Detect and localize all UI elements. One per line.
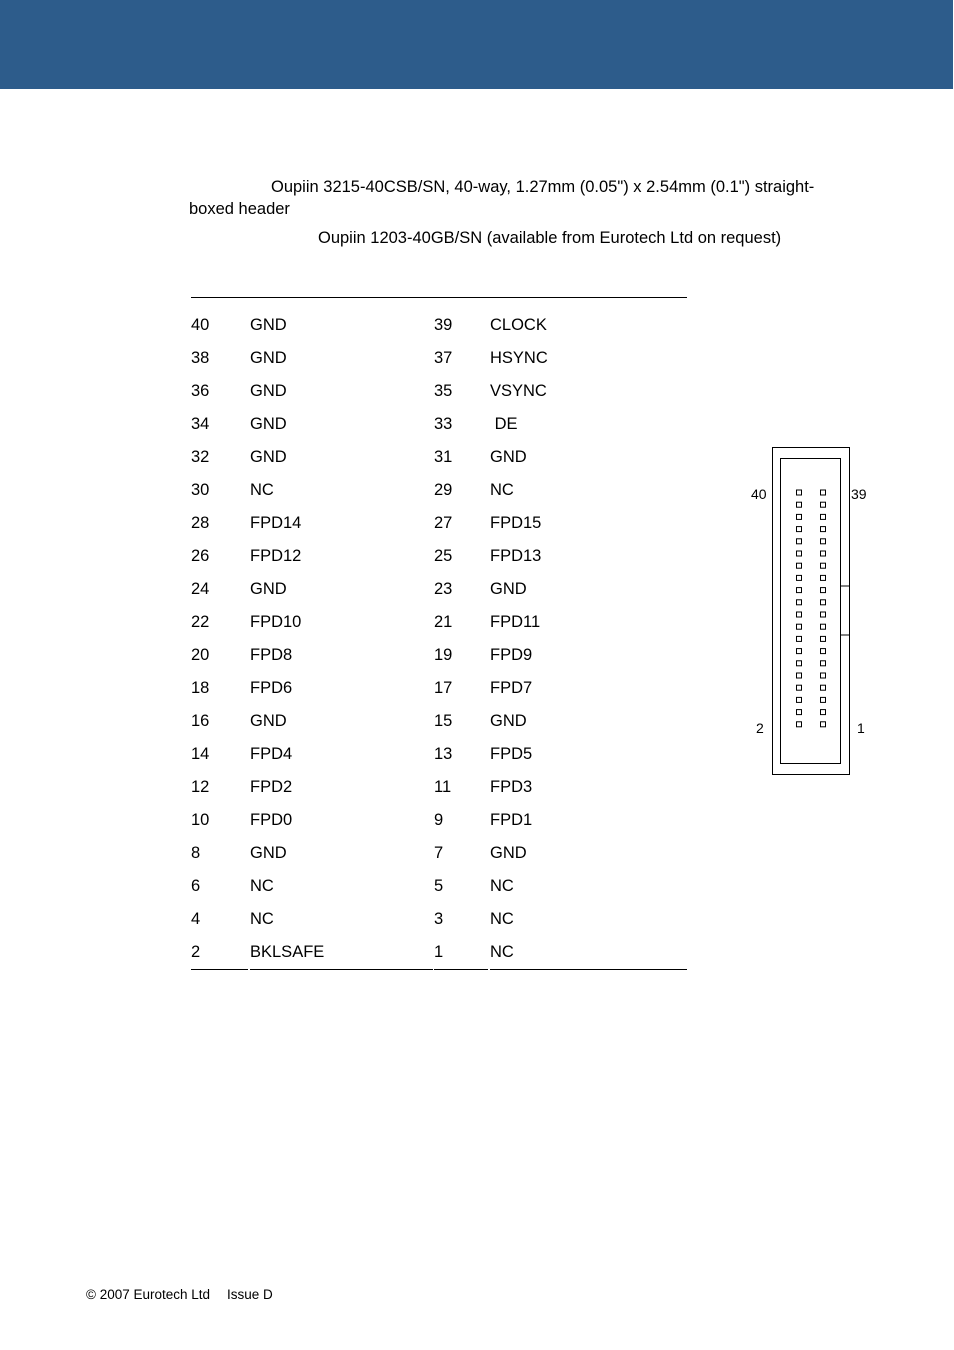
pin-square [821,527,826,532]
signal-name: GND [490,580,527,598]
table-row [191,666,687,699]
mating-connector-description: Oupiin 1203-40GB/SN (available from Eurotech Ltd on request) [318,229,782,247]
signal-name: GND [250,382,287,400]
pin-number: 20 [191,646,210,664]
pin-number: 36 [191,382,210,400]
table-row [191,303,687,336]
pin-square [797,673,802,678]
signal-name: GND [250,448,287,466]
pin-number: 25 [434,547,453,565]
signal-name: FPD13 [490,547,542,565]
signal-name: FPD6 [250,679,293,697]
pin-label-40: 40 [751,486,767,502]
pin-array [797,490,826,727]
table-bottom-rule [434,969,488,970]
pin-square [821,636,826,641]
pin-number: 21 [434,613,453,631]
pin-square [797,612,802,617]
pin-number: 37 [434,349,453,367]
table-row [191,699,687,732]
signal-name: GND [250,712,287,730]
signal-name: NC [250,877,274,895]
pin-square [797,661,802,666]
signal-name: FPD4 [250,745,293,763]
pin-number: 12 [191,778,210,796]
pin-number: 32 [191,448,210,466]
pin-number: 16 [191,712,210,730]
table-bottom-rule [191,969,248,970]
pin-number: 15 [434,712,453,730]
table-row [191,435,687,468]
signal-name: FPD8 [250,646,293,664]
pin-square [797,600,802,605]
pin-square [797,527,802,532]
pin-number: 13 [434,745,453,763]
pin-number: 31 [434,448,453,466]
signal-name: FPD14 [250,514,302,532]
pin-square [797,710,802,715]
table-row [191,501,687,534]
pin-square [797,575,802,580]
pin-number: 10 [191,811,210,829]
pin-square [797,588,802,593]
pin-square [821,514,826,519]
connector-description-line-1: Oupiin 3215-40CSB/SN, 40-way, 1.27mm (0.05") x 2.54mm (0.1") straight- [271,178,815,196]
pin-square [797,649,802,654]
signal-name: GND [250,349,287,367]
signal-name: FPD9 [490,646,533,664]
signal-name: NC [490,910,514,928]
signal-name: GND [250,844,287,862]
page-footer [86,1287,273,1302]
pin-square [797,697,802,702]
pin-number: 30 [191,481,210,499]
pin-square [821,722,826,727]
pin-square [797,490,802,495]
pin-square [821,612,826,617]
pin-square [821,673,826,678]
pin-square [821,697,826,702]
signal-name: GND [250,415,287,433]
pin-label-39: 39 [851,486,867,502]
pin-number: 22 [191,613,210,631]
signal-name: BKLSAFE [250,943,325,961]
table-top-rule [191,297,687,298]
pin-number: 5 [434,877,444,895]
table-row [191,633,687,666]
connector-description-line-2: boxed header [189,200,290,218]
signal-name: CLOCK [490,316,547,334]
pin-square [797,685,802,690]
header-bar [0,0,953,89]
pin-square [797,563,802,568]
pin-square [797,551,802,556]
pin-square [821,710,826,715]
pin-number: 11 [434,778,452,796]
table-row [191,930,687,963]
pin-square [821,685,826,690]
signal-name: FPD5 [490,745,533,763]
table-row [191,468,687,501]
pin-number: 28 [191,514,210,532]
signal-name: FPD1 [490,811,533,829]
pin-square [821,575,826,580]
pin-number: 7 [434,844,444,862]
pin-number: 35 [434,382,453,400]
pin-label-1: 1 [857,720,865,736]
pin-number: 33 [434,415,453,433]
pin-number: 39 [434,316,453,334]
pin-number: 34 [191,415,210,433]
table-row [191,765,687,798]
table-bottom-rule [490,969,687,970]
signal-name: HSYNC [490,349,548,367]
pin-number: 26 [191,547,210,565]
signal-name: FPD0 [250,811,293,829]
footer-copyright: © 2007 Eurotech Ltd [86,1287,211,1302]
pin-number: 24 [191,580,210,598]
pin-square [797,514,802,519]
pin-square [797,722,802,727]
signal-name: VSYNC [490,382,547,400]
pin-number: 38 [191,349,210,367]
signal-name: FPD11 [490,613,541,631]
pin-label-2: 2 [756,720,764,736]
signal-name: GND [490,844,527,862]
signal-name: FPD12 [250,547,302,565]
signal-name: FPD7 [490,679,533,697]
signal-name: GND [250,316,287,334]
pin-number: 9 [434,811,444,829]
connector-outer-shroud [773,448,850,775]
pin-number: 23 [434,580,453,598]
pin-number: 29 [434,481,453,499]
signal-name: NC [250,481,274,499]
table-row [191,534,687,567]
signal-name: GND [490,448,527,466]
pin-number: 6 [191,877,201,895]
pin-number: 1 [434,943,444,961]
pin-square [797,539,802,544]
signal-name: NC [490,481,514,499]
pin-square [821,624,826,629]
pin-square [821,600,826,605]
footer-issue: Issue D [227,1287,273,1302]
pin-square [821,588,826,593]
table-row [191,336,687,369]
pin-number: 3 [434,910,444,928]
pin-number: 18 [191,679,210,697]
table-row [191,864,687,897]
signal-name: FPD2 [250,778,293,796]
pin-square [797,624,802,629]
signal-name: FPD15 [490,514,542,532]
pin-square [821,551,826,556]
pin-number: 4 [191,910,201,928]
pin-number: 40 [191,316,210,334]
pin-square [821,502,826,507]
signal-name: GND [490,712,527,730]
pin-square [821,649,826,654]
signal-name: FPD3 [490,778,533,796]
table-row [191,732,687,765]
connector-pinout-diagram [740,440,880,780]
table-row [191,600,687,633]
pin-square [821,490,826,495]
pin-number: 2 [191,943,201,961]
table-row [191,798,687,831]
connector-inner-body [781,459,841,764]
pin-number: 17 [434,679,453,697]
table-row [191,402,687,435]
signal-name: NC [250,910,274,928]
pin-square [821,661,826,666]
table-row [191,369,687,402]
pin-square [821,563,826,568]
signal-name: GND [250,580,287,598]
signal-name: FPD10 [250,613,302,631]
table-bottom-rule [250,969,433,970]
table-row [191,567,687,600]
pin-square [797,636,802,641]
pin-number: 14 [191,745,210,763]
pin-number: 8 [191,844,201,862]
signal-name: NC [490,943,514,961]
table-row [191,831,687,864]
pin-number: 19 [434,646,453,664]
table-row [191,897,687,930]
signal-name: NC [490,877,514,895]
pin-number: 27 [434,514,453,532]
signal-name: DE [490,415,518,433]
pin-square [797,502,802,507]
pin-square [821,539,826,544]
